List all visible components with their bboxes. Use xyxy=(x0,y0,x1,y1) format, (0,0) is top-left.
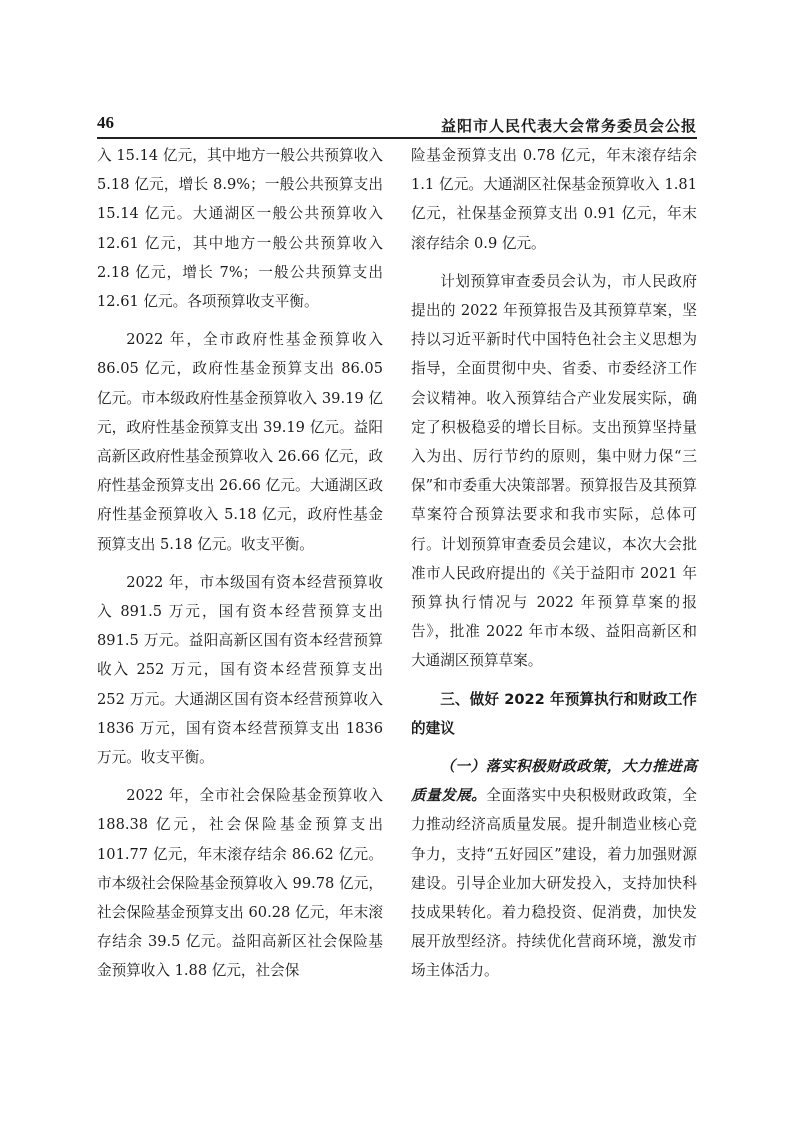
paragraph-social-insurance: 2022 年，全市社会保险基金预算收入 188.38 亿元，社会保险基金预算支出 101.77 亿元，年末滚存结余 86.62 亿元。市本级社会保险基金预算收入 99.78 亿元，社会保险基金预算支出 60.28 亿元，年末滚存结余 39.5 亿元。益阳高新区社会保险基金预算收入 1.88 亿元，社会保 xyxy=(97,787,383,980)
paragraph-continued: 入 15.14 亿元，其中地方一般公共预算收入 5.18 亿元，增长 8.9%；一般公共预算支出 15.14 亿元。大通湖区一般公共预算收入 12.61 亿元，其中地方一般公共预算收入 2.18 亿元，增长 7%；一般公共预算支出 12.61 亿元。各项预算收支平衡。 xyxy=(97,147,383,311)
header-rule xyxy=(97,137,697,139)
section-heading: 三、做好 2022 年预算执行和财政工作的建议 xyxy=(411,690,697,737)
paragraph-fiscal-policy xyxy=(411,752,697,986)
paragraph-continued: 险基金预算支出 0.78 亿元，年末滚存结余 1.1 亿元。大通湖区社保基金预算收入 1.81 亿元，社保基金预算支出 0.91 亿元，年末滚存结余 0.9 亿元。 xyxy=(411,147,697,252)
paragraph-committee-opinion: 计划预算审查委员会认为，市人民政府提出的 2022 年预算报告及其预算草案，坚持以习近平新时代中国特色社会主义思想为指导，全面贯彻中央、省委、市委经济工作会议精神。收入预算结合产业发展实际，确定了积极稳妥的增长目标。支出预算坚持量入为出、厉行节约的原则，集中财力保“三保”和市委重大决策部署。预算报告及其预算草案符合预算法要求和我市实际，总体可行。计划预算审查委员会建议，本次大会批准市人民政府提出的《关于益阳市 2021 年预算执行情况与 2022 年预算草案的报告》，批准 2022 年市本级、益阳高新区和大通湖区预算草案。 xyxy=(411,272,697,670)
journal-title: 益阳市人民代表大会常务委员会公报 xyxy=(440,117,697,135)
paragraph-government-fund: 2022 年，全市政府性基金预算收入 86.05 亿元，政府性基金预算支出 86.05 亿元。市本级政府性基金预算收入 39.19 亿元，政府性基金预算支出 39.19 亿元。益阳高新区政府性基金预算收入 26.66 亿元，政府性基金预算支出 26.66 亿元。大通湖区政府性基金预算收入 5.18 亿元，政府性基金预算支出 5.18 亿元。收支平衡。 xyxy=(97,331,383,553)
paragraph-fiscal-policy-body: 全面落实中央积极财政政策，全力推动经济高质量发展。提升制造业核心竞争力，支持“五好园区”建设，着力加强财源建设。引导企业加大研发投入，支持加快科技成果转化。着力稳投资、促消费，加快发展开放型经济。持续优化营商环境，激发市场主体活力。 xyxy=(411,787,697,980)
right-column xyxy=(411,141,697,995)
paragraph-state-capital: 2022 年，市本级国有资本经营预算收入 891.5 万元，国有资本经营预算支出 891.5 万元。益阳高新区国有资本经营预算收入 252 万元，国有资本经营预算支出 252 万元。大通湖区国有资本经营预算收入 1836 万元，国有资本经营预算支出 1836 万元。收支平衡。 xyxy=(97,573,383,767)
subsection-heading: （一）落实积极财政政策，大力推进高质量发展。 xyxy=(411,758,697,805)
left-column xyxy=(97,141,383,995)
page-header xyxy=(97,113,697,137)
page-number: 46 xyxy=(97,113,114,132)
